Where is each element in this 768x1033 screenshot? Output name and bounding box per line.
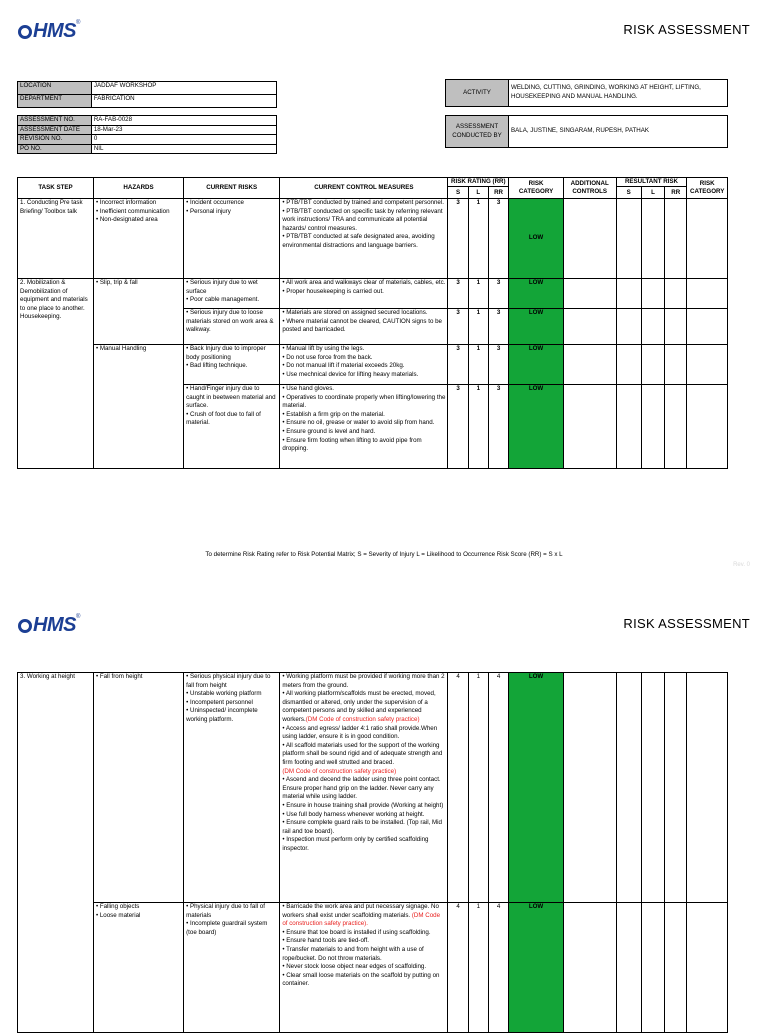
control-text: • All scaffold materials used for the support of the working platform shall be sound rigid and of adequate strength and firm footing and well strutted and braced. xyxy=(282,741,443,766)
conducted-label-line1: ASSESSMENT xyxy=(455,122,499,130)
risk-category-badge: LOW xyxy=(509,385,564,469)
header-l: L xyxy=(468,187,488,199)
severity-value: 3 xyxy=(448,385,468,469)
control-item: • Where material cannot be cleared, CAUTION signs to be posted and barricaded. xyxy=(282,317,442,334)
logo-text: HMS xyxy=(33,614,76,636)
assessment-info-table xyxy=(17,81,277,154)
info-value: NIL xyxy=(91,144,276,154)
control-item: • PTB/TBT conducted on specific task by referring relevant work instructions/ TRA and communicate all potential hazards/ control measures. xyxy=(282,207,443,232)
info-key: PO NO. xyxy=(18,144,92,154)
resultant-l-cell xyxy=(641,199,664,279)
logo-text: HMS xyxy=(33,20,76,42)
resultant-l-cell xyxy=(641,673,664,903)
controls-cell xyxy=(280,279,448,309)
risk-score-value: 4 xyxy=(488,903,508,1033)
likelihood-value: 1 xyxy=(468,673,488,903)
additional-header-line1: ADDITIONAL xyxy=(570,180,609,187)
control-text: • All working platform/scaffolds must be erected, moved, dismantled or altered, only under the supervision of a competent persons and by skilled and experienced workers. xyxy=(282,690,436,723)
severity-value: 3 xyxy=(448,199,468,279)
control-item: • Do not use force from the back. xyxy=(282,353,373,361)
risk-header-line1: RISK xyxy=(528,180,544,187)
severity-value: 4 xyxy=(448,903,468,1033)
resultant-rr-cell xyxy=(665,199,687,279)
header-task-step: TASK STEP xyxy=(18,178,94,199)
control-item: • Ensure in house training shall provide (Working at height) xyxy=(282,801,444,809)
controls-cell xyxy=(280,903,448,1033)
control-item: • Ensure firm footing when lifting to avoid pipe from dropping. xyxy=(282,436,422,453)
resultant-l-cell xyxy=(641,903,664,1033)
task-step: 3. Working at height xyxy=(18,673,94,1033)
table-row xyxy=(18,199,728,279)
risk2-header-line1: RISK xyxy=(699,180,715,187)
severity-value: 3 xyxy=(448,309,468,345)
header-resultant-risk: RESULTANT RISK xyxy=(616,178,687,187)
resultant-l-cell xyxy=(641,345,664,385)
controls-cell xyxy=(280,673,448,903)
risk-category-badge: LOW xyxy=(509,309,564,345)
risk-rating-note: To determine Risk Rating refer to Risk Potential Matrix; S = Severity of Injury L = Likelihood to Occurrence Risk Score (RR) = S x L xyxy=(205,551,563,558)
resultant-l-cell xyxy=(641,385,664,469)
risk-score-value: 3 xyxy=(488,279,508,309)
risks-cell xyxy=(184,903,280,1033)
risk-item: • Poor cable management. xyxy=(186,296,260,304)
info-value: 18-Mar-23 xyxy=(91,125,276,135)
risk-item: • Incomplete guardrail system (toe board) xyxy=(186,920,268,936)
resultant-category-cell xyxy=(687,345,728,385)
risk-item: • Personal injury xyxy=(186,207,231,215)
dm-code-reference: (DM Code of construction safety practice) xyxy=(282,767,397,775)
severity-value: 3 xyxy=(448,345,468,385)
header-additional-controls xyxy=(563,178,616,199)
additional-controls-cell xyxy=(563,279,616,309)
gear-icon xyxy=(18,619,32,633)
info-value: FABRICATION xyxy=(91,95,276,108)
additional-controls-cell xyxy=(563,309,616,345)
info-value: JADDAF WORKSHOP xyxy=(91,82,276,95)
hazards-cell xyxy=(93,279,183,345)
control-item: • Use hand gloves. xyxy=(282,385,335,392)
header-rr: RR xyxy=(488,187,508,199)
risk-score-value: 3 xyxy=(488,309,508,345)
additional-header-line2: CONTROLS xyxy=(572,188,608,195)
resultant-category-cell xyxy=(687,279,728,309)
risk-item: • Back Injury due to improper body positioning xyxy=(186,345,266,361)
control-item: • Clear small loose materials on the scaffold by putting on container. xyxy=(282,971,440,988)
control-item: • Use full body harness whenever working at height. xyxy=(282,810,425,818)
control-item: • Use mechnical device for lifting heavy materials. xyxy=(282,370,419,378)
risk2-header-line2: CATEGORY xyxy=(690,188,725,195)
hazard-item: • Slip, trip & fall xyxy=(95,279,138,286)
control-item: • Ensure hand tools are tied-off. xyxy=(282,937,369,945)
risk-score-value: 3 xyxy=(488,385,508,469)
conducted-label-line2: CONDUCTED BY xyxy=(452,131,502,139)
control-item: • Ensure no oil, grease or water to avoid slip from hand. xyxy=(282,419,435,427)
logo-registered-mark: ® xyxy=(75,614,81,620)
risks-cell xyxy=(184,673,280,903)
risk-table-page2 xyxy=(17,672,728,1033)
control-item xyxy=(282,742,445,776)
resultant-s-cell xyxy=(616,903,641,1033)
control-item: • Proper housekeeping is carried out. xyxy=(282,287,384,295)
info-key: REVISION NO. xyxy=(18,135,92,145)
resultant-rr-cell xyxy=(665,345,687,385)
hazards-cell xyxy=(93,673,183,903)
hazard-item: • Fall from height xyxy=(95,673,143,680)
risk-header-line2: CATEGORY xyxy=(518,188,554,195)
resultant-l-cell xyxy=(641,279,664,309)
hazards-cell xyxy=(93,345,183,469)
risk-score-value: 3 xyxy=(488,199,508,279)
assessment-conducted-label xyxy=(446,116,509,148)
risk-item: • Hand/Finger injury due to caught in beetween material and surface. xyxy=(186,385,276,410)
header-resultant-rr: RR xyxy=(665,187,687,199)
resultant-l-cell xyxy=(641,309,664,345)
dm-code-reference: (DM Code of construction safety practice). xyxy=(282,911,441,928)
risk-item: • Physical injury due to fall of materials xyxy=(186,903,265,919)
risk-category-badge: LOW xyxy=(509,279,564,309)
resultant-s-cell xyxy=(616,385,641,469)
hms-logo xyxy=(18,614,80,637)
activity-label: ACTIVITY xyxy=(446,80,509,107)
resultant-rr-cell xyxy=(665,903,687,1033)
resultant-rr-cell xyxy=(665,309,687,345)
control-item: • Transfer materials to and from height with a use of rope/bucket. Do not throw materials. xyxy=(282,945,424,962)
control-item: • Operatives to coordinate properly when lifting/lowering the material. xyxy=(282,393,446,410)
table-row xyxy=(18,345,728,385)
activity-table xyxy=(445,79,728,148)
likelihood-value: 1 xyxy=(468,345,488,385)
info-value: 0 xyxy=(91,135,276,145)
risk-item: • Incident occurrence xyxy=(186,199,244,206)
likelihood-value: 1 xyxy=(468,903,488,1033)
info-key: ASSESSMENT DATE xyxy=(18,125,92,135)
control-item xyxy=(282,903,445,929)
control-item: • Ensure that toe board is installed if using scaffolding. xyxy=(282,928,431,936)
control-item: • Establish a firm grip on the material. xyxy=(282,410,385,418)
resultant-s-cell xyxy=(616,309,641,345)
resultant-s-cell xyxy=(616,199,641,279)
risk-item: • Serious injury due to loose materials stored on work area & walkway. xyxy=(186,309,274,334)
additional-controls-cell xyxy=(563,345,616,385)
page-title: RISK ASSESSMENT xyxy=(623,22,750,37)
header-resultant-s: S xyxy=(616,187,641,199)
resultant-s-cell xyxy=(616,345,641,385)
task-step: 1. Conducting Pre task Briefing/ Toolbox talk xyxy=(18,199,94,279)
control-item: • Never stock loose object near edges of scaffolding. xyxy=(282,963,427,971)
risk-item: • Crush of foot due to fall of material. xyxy=(186,410,261,427)
info-key: DEPARTMENT xyxy=(18,95,92,108)
resultant-rr-cell xyxy=(665,673,687,903)
likelihood-value: 1 xyxy=(468,199,488,279)
risks-cell xyxy=(184,309,280,345)
resultant-s-cell xyxy=(616,279,641,309)
header-resultant-category xyxy=(687,178,728,199)
additional-controls-cell xyxy=(563,385,616,469)
risk-category-badge: LOW xyxy=(509,673,564,903)
hazard-item: • Incorrect information xyxy=(95,199,157,206)
control-item: • Working platform must be provided if working more than 2 meters from the ground. xyxy=(282,673,445,689)
severity-value: 3 xyxy=(448,279,468,309)
page-title: RISK ASSESSMENT xyxy=(623,616,750,631)
header-risk-rating: RISK RATING (RR) xyxy=(448,178,509,187)
header-risk-category xyxy=(509,178,564,199)
control-item: • All work area and walkways clear of materials, cables, etc. xyxy=(282,279,446,286)
additional-controls-cell xyxy=(563,903,616,1033)
revision-label: Rev. 0 xyxy=(733,562,750,568)
control-item: • Manual lift by using the legs. xyxy=(282,345,365,352)
table-row xyxy=(18,279,728,309)
control-item: • Access and egress/ ladder 4:1 ratio shall provide.When using ladder, ensure it is in good condition. xyxy=(282,724,438,741)
risk-category-badge: LOW xyxy=(509,903,564,1033)
risk-score-value: 3 xyxy=(488,345,508,385)
resultant-rr-cell xyxy=(665,385,687,469)
controls-cell xyxy=(280,385,448,469)
risks-cell xyxy=(184,199,280,279)
hms-logo xyxy=(18,20,80,43)
likelihood-value: 1 xyxy=(468,279,488,309)
hazard-item: • Falling objects xyxy=(95,903,140,910)
control-item: • Ascend and decend the ladder using three point contact. Ensure proper hand grip on the ladder. Never carry any material while using ladder. xyxy=(282,776,441,801)
hazard-item: • Manual Handling xyxy=(95,345,147,352)
header-controls: CURRENT CONTROL MEASURES xyxy=(280,178,448,199)
info-key: ASSESSMENT NO. xyxy=(18,116,92,126)
task-step: 2. Mobilization & Demobilization of equipment and materials to one place to another. Housekeeping. xyxy=(18,279,94,469)
hazards-cell xyxy=(93,199,183,279)
logo-registered-mark: ® xyxy=(75,20,81,26)
additional-controls-cell xyxy=(563,673,616,903)
control-item: • Ensure complete guard rails to be installed. (Top rail, Mid rail and toe board). xyxy=(282,819,442,835)
resultant-category-cell xyxy=(687,903,728,1033)
risk-item: • Incompetent personnel xyxy=(186,698,253,706)
risk-score-value: 4 xyxy=(488,673,508,903)
resultant-s-cell xyxy=(616,673,641,903)
control-text: • Barricade the work area and put necessary signage. No workers shall exist under scaffolding materials. xyxy=(282,903,439,919)
control-item: • Materials are stored on assigned secured locations. xyxy=(282,309,428,316)
severity-value: 4 xyxy=(448,673,468,903)
likelihood-value: 1 xyxy=(468,309,488,345)
resultant-rr-cell xyxy=(665,279,687,309)
hazards-cell xyxy=(93,903,183,1033)
risk-item: • Unstable working platform xyxy=(186,690,262,698)
header-hazards: HAZARDS xyxy=(93,178,183,199)
risk-table-page1 xyxy=(17,177,728,469)
info-value: RA-FAB-0028 xyxy=(91,116,276,126)
activity-value: WELDING, CUTTING, GRINDING, WORKING AT HEIGHT, LIFTING, HOUSEKEEPING AND MANUAL HANDLING. xyxy=(509,80,728,107)
risk-category-badge: LOW xyxy=(509,345,564,385)
control-item: • PTB/TBT conducted at safe designated area, avoiding environmental distractions and language barriers. xyxy=(282,233,435,249)
info-key: LOCATION xyxy=(18,82,92,95)
controls-cell xyxy=(280,345,448,385)
hazard-item: • Inefficient communication xyxy=(95,207,170,215)
control-item xyxy=(282,690,445,724)
header-current-risks: CURRENT RISKS xyxy=(184,178,280,199)
risk-item: • Uninspected/ incomplete working platform. xyxy=(186,707,258,723)
risks-cell xyxy=(184,345,280,385)
additional-controls-cell xyxy=(563,199,616,279)
controls-cell xyxy=(280,199,448,279)
risk-item: • Serious physical injury due to fall from height xyxy=(186,673,271,689)
gear-icon xyxy=(18,25,32,39)
risk-item: • Bad lifting technique. xyxy=(186,362,248,370)
page-2 xyxy=(0,580,768,1024)
dm-code-reference: (DM Code of construction safety practice) xyxy=(305,715,420,723)
likelihood-value: 1 xyxy=(468,385,488,469)
risk-item: • Serious injury due to wet surface xyxy=(186,279,258,295)
resultant-category-cell xyxy=(687,385,728,469)
resultant-category-cell xyxy=(687,309,728,345)
control-item: • Inspection must perform only by certified scaffolding inspector. xyxy=(282,836,429,852)
hazard-item: • Loose material xyxy=(95,911,141,919)
header-resultant-l: L xyxy=(641,187,664,199)
risk-category-badge: LOW xyxy=(509,199,564,279)
risks-cell xyxy=(184,385,280,469)
hazard-item: • Non-designated area xyxy=(95,216,158,224)
resultant-category-cell xyxy=(687,199,728,279)
table-row xyxy=(18,673,728,903)
table-row xyxy=(18,903,728,1033)
conducted-by-value: BALA, JUSTINE, SINGARAM, RUPESH, PATHAK xyxy=(509,116,728,148)
control-item: • PTB/TBT conducted by trained and competent personnel. xyxy=(282,199,444,206)
header-s: S xyxy=(448,187,468,199)
resultant-category-cell xyxy=(687,673,728,903)
control-item: • Do not manual lift if material exceeds 20kg. xyxy=(282,362,405,370)
controls-cell xyxy=(280,309,448,345)
risks-cell xyxy=(184,279,280,309)
control-item: • Ensure ground is level and hard. xyxy=(282,427,376,435)
